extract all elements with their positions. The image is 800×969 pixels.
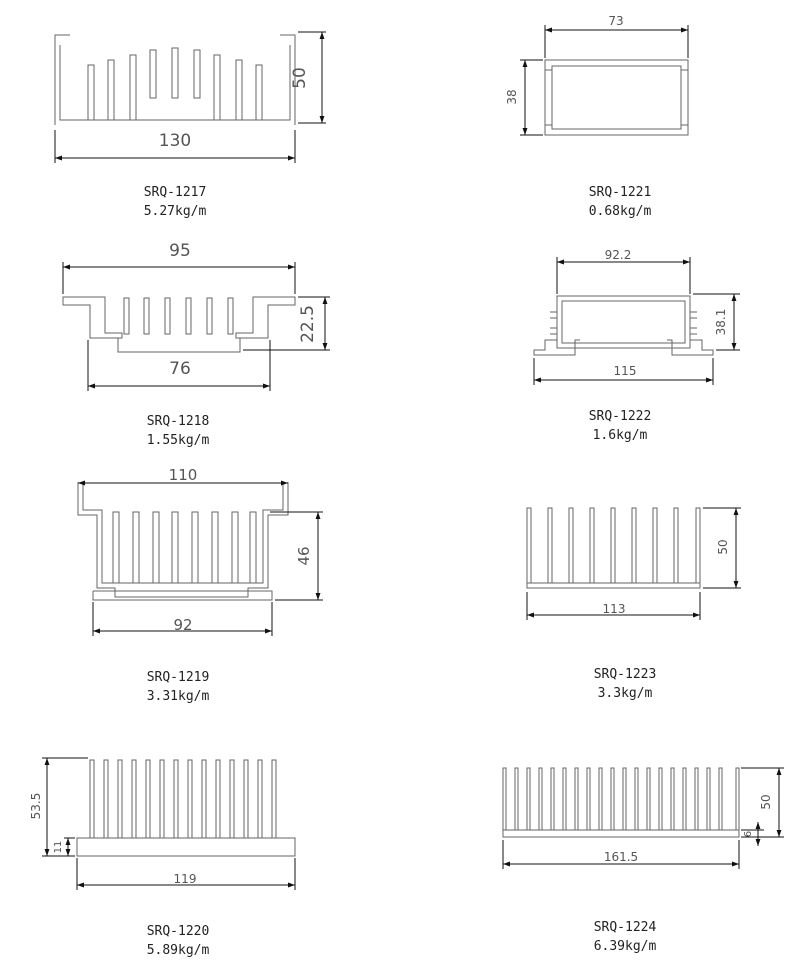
fin [90,760,94,838]
profile-srq-1220 [29,758,295,890]
top-width-label: 92.2 [604,248,632,262]
caption-srq-1217 [115,183,235,221]
fin [146,760,150,838]
caption-srq-1218 [118,412,238,450]
fin [113,512,119,583]
fin [216,760,220,838]
height-label: 50 [759,794,773,810]
profile-inner [552,66,681,129]
fins-srq-1219 [113,512,256,583]
fin [230,760,234,838]
model-number: SRQ-1224 [593,920,657,935]
weight-label: 5.89kg/m [146,943,210,958]
fin [515,768,518,830]
fin [527,508,531,583]
fin [671,768,674,830]
caption-srq-1223 [565,665,685,703]
weight-label: 0.68kg/m [588,204,652,219]
fin [587,768,590,830]
fin [611,508,615,583]
model-number: SRQ-1222 [588,409,652,424]
profile-srq-1217 [55,32,326,163]
fin [695,768,698,830]
height-label: 38 [505,89,519,105]
fins-srq-1223 [527,508,700,583]
caption-srq-1221 [560,183,680,221]
fin [130,55,136,120]
weight-label: 1.6kg/m [592,428,648,443]
height-label: 46 [295,546,313,566]
fins-srq-1220 [90,760,276,838]
fin [228,298,233,334]
model-number: SRQ-1218 [146,414,210,429]
caption-srq-1220 [118,922,238,960]
fin [232,512,238,583]
profile-srq-1219 [78,466,323,636]
fin [144,298,149,334]
fin [623,768,626,830]
fin [590,508,594,583]
fin [632,508,636,583]
fin [250,512,256,583]
width-label: 119 [173,872,197,886]
model-number: SRQ-1220 [146,924,210,939]
profile-slots [545,70,688,125]
fin [236,60,242,120]
model-number: SRQ-1223 [593,667,657,682]
fin [272,760,276,838]
weight-label: 5.27kg/m [143,204,207,219]
profile-outline [63,297,295,352]
width-label: 113 [602,602,626,616]
weight-label: 3.3kg/m [597,686,653,701]
height-label: 53.5 [29,792,43,820]
profile-outline [545,60,688,135]
fin [153,512,159,583]
fins-srq-1217 [88,48,262,120]
weight-label: 1.55kg/m [146,433,210,448]
width-label: 73 [608,14,624,28]
fin [569,508,573,583]
fin [165,298,170,334]
fin [539,768,542,830]
fin [647,768,650,830]
profile-srq-1223 [527,508,741,620]
fin [118,760,122,838]
fin [256,65,262,120]
height-label: 50 [290,67,310,89]
model-number: SRQ-1219 [146,670,210,685]
profile-srq-1221 [505,14,688,135]
fin [160,760,164,838]
fin [150,50,156,98]
top-width-label: 110 [168,466,198,484]
height-label: 50 [716,539,730,555]
base-height-label: 11 [53,840,64,854]
fin [696,508,700,583]
fin [548,508,552,583]
fin [192,512,198,583]
model-number: SRQ-1221 [588,185,652,200]
fin [194,50,200,98]
fin [635,768,638,830]
caption-srq-1224 [565,918,685,956]
profile-srq-1218 [63,241,330,391]
weight-label: 6.39kg/m [593,939,657,954]
weight-label: 3.31kg/m [146,689,210,704]
caption-srq-1219 [118,668,238,706]
fins-srq-1218 [124,298,233,334]
top-width-label: 95 [169,241,191,261]
fin [244,760,248,838]
profile-srq-1222 [534,248,740,385]
bottom-width-label: 92 [173,616,193,634]
width-label: 130 [158,131,192,151]
profile-base [77,838,295,856]
bottom-width-label: 115 [613,364,637,378]
fin [132,760,136,838]
fin [503,768,506,830]
profile-srq-1224 [503,768,784,869]
fin [133,512,139,583]
fin [551,768,554,830]
fin [124,298,129,334]
fin [527,768,530,830]
fin [202,760,206,838]
fin [719,768,722,830]
caption-srq-1222 [560,407,680,445]
fin [88,65,94,120]
fin [172,512,178,583]
height-label: 38.1 [714,308,728,336]
fin [683,768,686,830]
fin [599,768,602,830]
profile-fins [550,312,697,334]
width-label: 161.5 [603,850,639,864]
fin [214,55,220,120]
fin [174,760,178,838]
fin [186,298,191,334]
base-height-label: 6 [743,830,754,838]
fin [172,48,178,98]
fin [611,768,614,830]
fins-srq-1224 [503,768,739,830]
fin [212,512,218,583]
profile-base [503,830,739,837]
profile-base [527,583,700,588]
fin [653,508,657,583]
fin [188,760,192,838]
fin [659,768,662,830]
fin [108,60,114,120]
model-number: SRQ-1217 [143,185,207,200]
fin [674,508,678,583]
fin [563,768,566,830]
bottom-width-label: 76 [169,359,191,379]
fin [258,760,262,838]
fin [207,298,212,334]
fin [575,768,578,830]
height-label: 22.5 [298,305,318,343]
fin [104,760,108,838]
fin [736,768,739,830]
fin [707,768,710,830]
